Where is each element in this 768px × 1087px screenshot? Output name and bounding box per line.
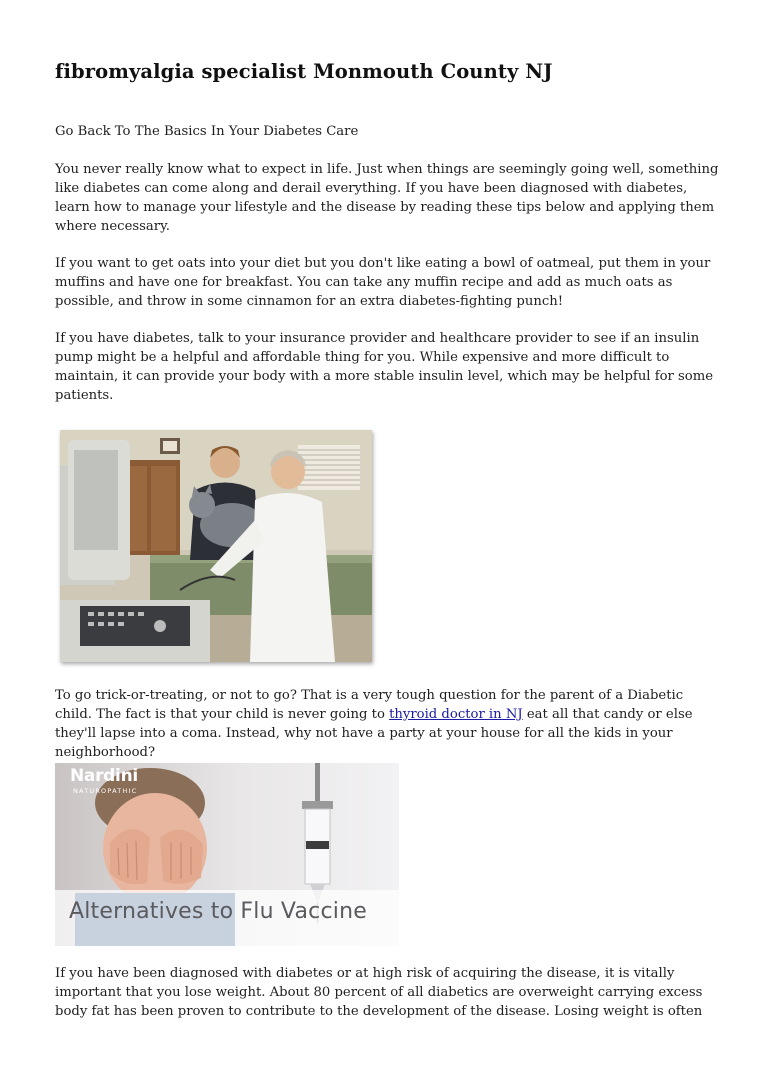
paragraph-text-after-link: eat all that candy or else they'll lapse into a coma. Instead, why not have a party at your house for all the kids in your neighborhood? <box>55 706 693 760</box>
paragraph-trick-or-treat <box>55 687 723 763</box>
banner-caption: Alternatives to Flu Vaccine <box>69 899 367 924</box>
thyroid-doctor-link[interactable]: thyroid doctor in NJ <box>389 706 523 722</box>
paragraph-oats: If you want to get oats into your diet but you don't like eating a bowl of oatmeal, put them in your muffins and have one for breakfast. You can take any muffin recipe and add as much oats as possible, and throw in some cinnamon for an extra diabetes-fighting punch! <box>55 256 711 309</box>
article-subtitle: Go Back To The Basics In Your Diabetes Care <box>55 124 359 139</box>
paragraph-insulin-pump: If you have diabetes, talk to your insurance provider and healthcare provider to see if an insulin pump might be a helpful and affordable thing for you. While expensive and more difficult to maintain, it can provide your body with a more stable insulin level, which may be helpful for some patients. <box>55 331 714 403</box>
brand-logo: Nardini <box>70 766 138 786</box>
clinic-photo <box>60 430 372 662</box>
paragraph-intro: You never really know what to expect in life. Just when things are seemingly going well, something like diabetes can come along and derail everything. If you have been diagnosed with diabetes, learn how to manage your lifestyle and the disease by reading these tips below and applying them where necessary. <box>55 162 719 234</box>
paragraph-weight-loss: If you have been diagnosed with diabetes or at high risk of acquiring the disease, it is vitally important that you lose weight. About 80 percent of all diabetics are overweight carrying excess body fat has been proven to contribute to the development of the disease. Losing weight is often <box>55 966 703 1019</box>
flu-vaccine-banner <box>55 763 399 946</box>
paragraph-text-before-link: To go trick-or-treating, or not to go? That is a very tough question for the parent of a Diabetic child. The fact is that your child is never going to <box>55 688 684 722</box>
brand-logo-subtitle: NATUROPATHIC <box>73 787 138 795</box>
page-title: fibromyalgia specialist Monmouth County NJ <box>55 60 553 83</box>
